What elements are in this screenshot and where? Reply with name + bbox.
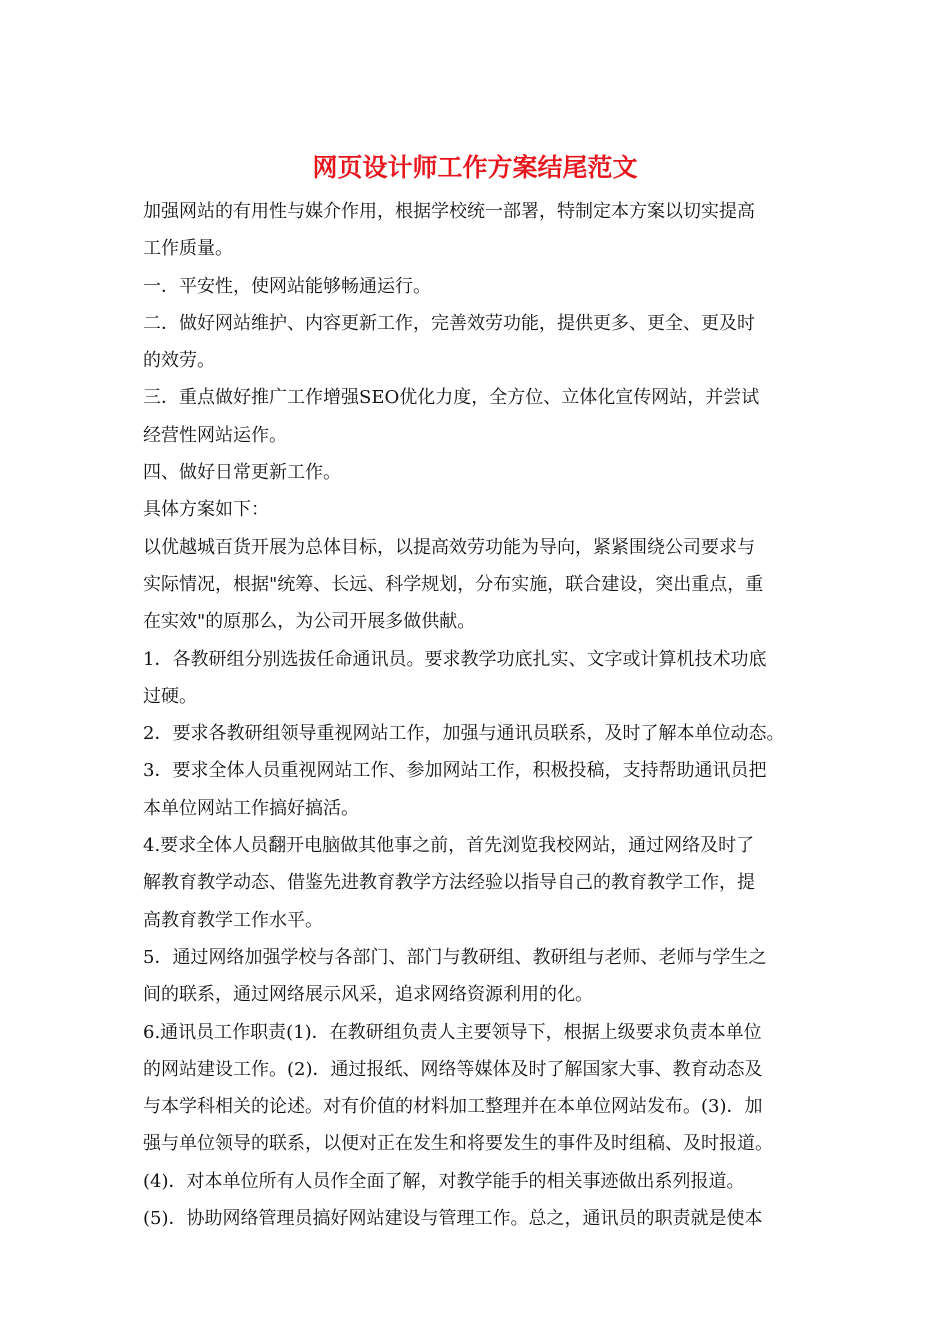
body-line: 的网站建设工作。(2)．通过报纸、网络等媒体及时了解国家大事、教育动态及	[143, 1058, 763, 1080]
body-line: 高教育教学工作水平。	[143, 909, 323, 931]
body-line: 在实效"的原那么，为公司开展多做供献。	[143, 611, 476, 633]
document-body	[143, 193, 823, 1237]
body-line: 与本学科相关的论述。对有价值的材料加工整理并在本单位网站发布。(3)．加	[143, 1096, 763, 1118]
body-line: 6.通讯员工作职责(1)．在教研组负责人主要领导下，根据上级要求负责本单位	[143, 1021, 762, 1043]
body-line: (4)．对本单位所有人员作全面了解，对教学能手的相关事迹做出系列报道。	[143, 1170, 745, 1192]
body-line: 3．要求全体人员重视网站工作、参加网站工作，积极投稿，支持帮助通讯员把	[143, 760, 767, 782]
body-line: 2．要求各教研组领导重视网站工作，加强与通讯员联系，及时了解本单位动态。	[143, 723, 785, 745]
document-title: 网页设计师工作方案结尾范文	[312, 153, 638, 182]
body-line: 过硬。	[143, 685, 197, 707]
body-line: 本单位网站工作搞好搞活。	[143, 797, 359, 819]
body-line: 5．通过网络加强学校与各部门、部门与教研组、教研组与老师、老师与学生之	[143, 946, 767, 968]
body-line: 强与单位领导的联系，以便对正在发生和将要发生的事件及时组稿、及时报道。	[143, 1133, 773, 1155]
body-line: 解教育教学动态、借鉴先进教育教学方法经验以指导自己的教育教学工作，提	[143, 872, 755, 894]
body-line: 一．平安性，使网站能够畅通运行。	[143, 275, 431, 297]
body-line: 4.要求全体人员翻开电脑做其他事之前，首先浏览我校网站，通过网络及时了	[143, 835, 755, 857]
body-line: 经营性网站运作。	[143, 424, 287, 446]
body-line: (5)．协助网络管理员搞好网站建设与管理工作。总之，通讯员的职责就是使本	[143, 1208, 763, 1230]
body-line: 间的联系，通过网络展示风采，追求网络资源利用的化。	[143, 984, 593, 1006]
body-line: 具体方案如下：	[143, 499, 269, 521]
body-line: 以优越城百货开展为总体目标，以提高效劳功能为导向，紧紧围绕公司要求与	[143, 536, 755, 558]
body-line: 加强网站的有用性与媒介作用，根据学校统一部署，特制定本方案以切实提高	[143, 201, 755, 222]
body-line: 的效劳。	[143, 350, 215, 372]
body-line: 工作质量。	[143, 238, 233, 260]
body-line: 四、做好日常更新工作。	[143, 462, 341, 484]
body-line: 1．各教研组分别选拔任命通讯员。要求教学功底扎实、文字或计算机技术功底	[143, 648, 767, 670]
body-line: 实际情况，根据"统筹、长远、科学规划，分布实施，联合建设，突出重点，重	[143, 573, 764, 595]
body-line: 二．做好网站维护、内容更新工作，完善效劳功能，提供更多、更全、更及时	[143, 312, 755, 334]
body-line: 三．重点做好推广工作增强SEO优化力度，全方位、立体化宣传网站，并尝试	[143, 387, 760, 409]
